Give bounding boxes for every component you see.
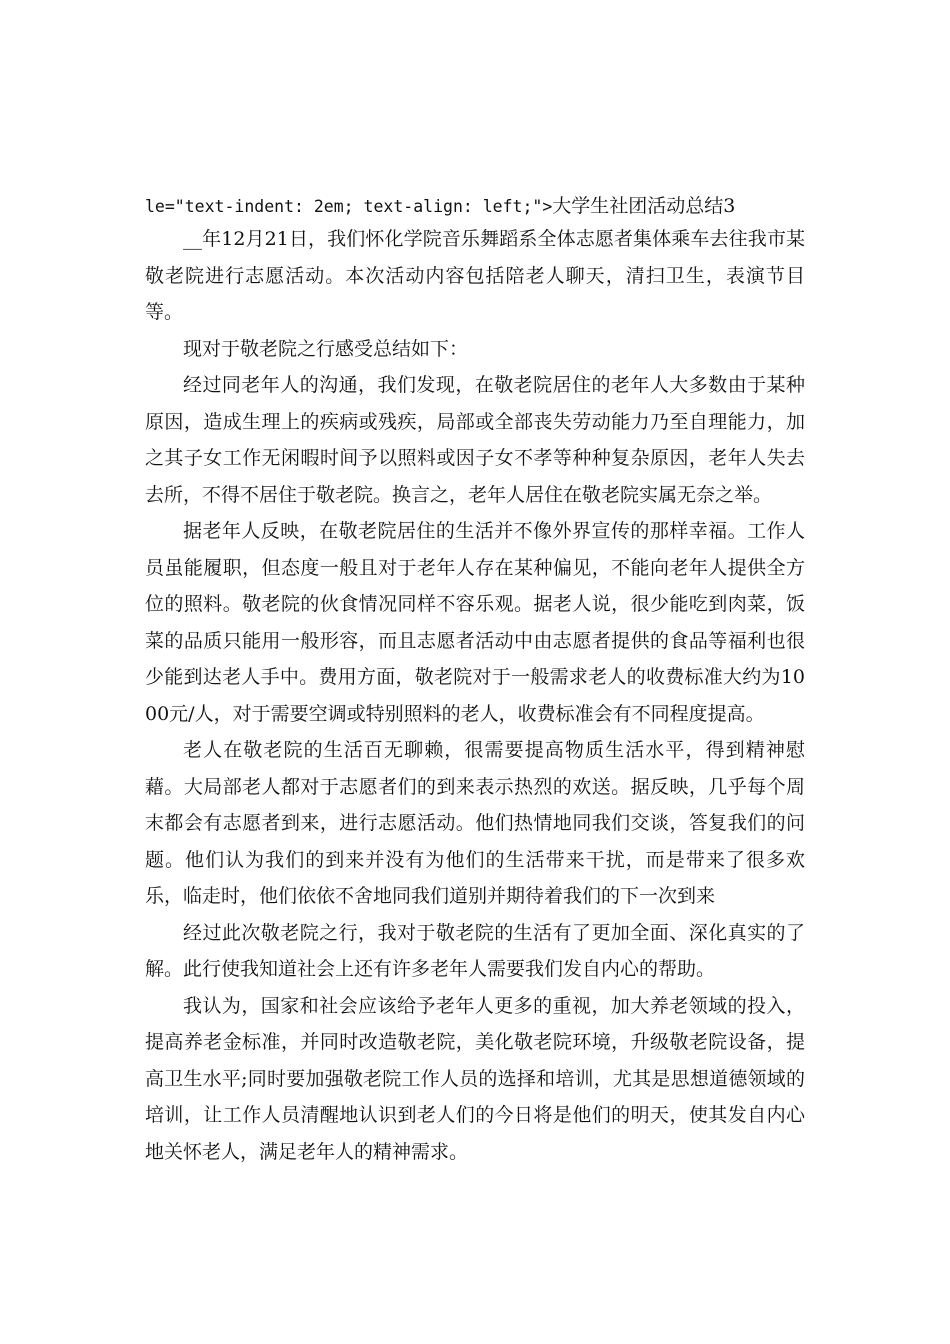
paragraph-volunteer-welcome: 老人在敬老院的生活百无聊赖，很需要提高物质生活水平，得到精神慰藉。大局部老人都对于志愿者们的到来表示热烈的欢送。据反映，几乎每个周末都会有志愿者到来，进行志愿活动。他们热情地同我们交谈，答复我们的问题。他们认为我们的到来并没有为他们的生活带来干扰，而是带来了很多欢乐，临走时，他们依依不舍地同我们道别并期待着我们的下一次到来 <box>145 739 805 907</box>
paragraph-reflection: 经过此次敬老院之行，我对于敬老院的生活有了更加全面、深化真实的了解。此行使我知道社会上还有许多老年人需要我们发自内心的帮助。 <box>145 921 805 980</box>
section-heading <box>145 192 805 221</box>
leftover-markup-text: le="text-indent: 2em; text-align: left;"> <box>145 197 553 216</box>
paragraph-recommendation: 我认为，国家和社会应该给予老年人更多的重视，加大养老领域的投入，提高养老金标准，并同时改造敬老院，美化敬老院环境，升级敬老院设备，提高卫生水平;同时要加强敬老院工作人员的选择和培训，尤其是思想道德领域的培训，让工作人员清醒地认识到老人们的今日将是他们的明天，使其发自内心地关怀老人，满足老年人的精神需求。 <box>145 994 805 1163</box>
section-title: 大学生社团活动总结3 <box>552 195 736 217</box>
paragraph-intro: __年12月21日，我们怀化学院音乐舞蹈系全体志愿者集体乘车去往我市某敬老院进行志愿活动。本次活动内容包括陪老人聊天，清扫卫生，表演节目等。 <box>145 228 805 323</box>
paragraph-living-conditions: 据老年人反映，在敬老院居住的生活并不像外界宣传的那样幸福。工作人员虽能履职，但态度一般且对于老年人存在某种偏见，不能向老年人提供全方位的照料。敬老院的伙食情况同样不容乐观。据老人说，很少能吃到肉菜，饭菜的品质只能用一般形容，而且志愿者活动中由志愿者提供的食品等福利也很少能到达老人手中。费用方面，敬老院对于一般需求老人的收费标准大约为1000元/人，对于需要空调或特别照料的老人，收费标准会有不同程度提高。 <box>145 520 805 725</box>
paragraph-communication: 经过同老年人的沟通，我们发现，在敬老院居住的老年人大多数由于某种原因，造成生理上的疾病或残疾，局部或全部丧失劳动能力乃至自理能力，加之其子女工作无闲暇时间予以照料或因子女不孝等种种复杂原因，老年人失去去所，不得不居住于敬老院。换言之，老年人居住在敬老院实属无奈之举。 <box>145 374 805 506</box>
document-body <box>145 192 805 1170</box>
paragraph-summary-lead: 现对于敬老院之行感受总结如下： <box>183 337 469 360</box>
